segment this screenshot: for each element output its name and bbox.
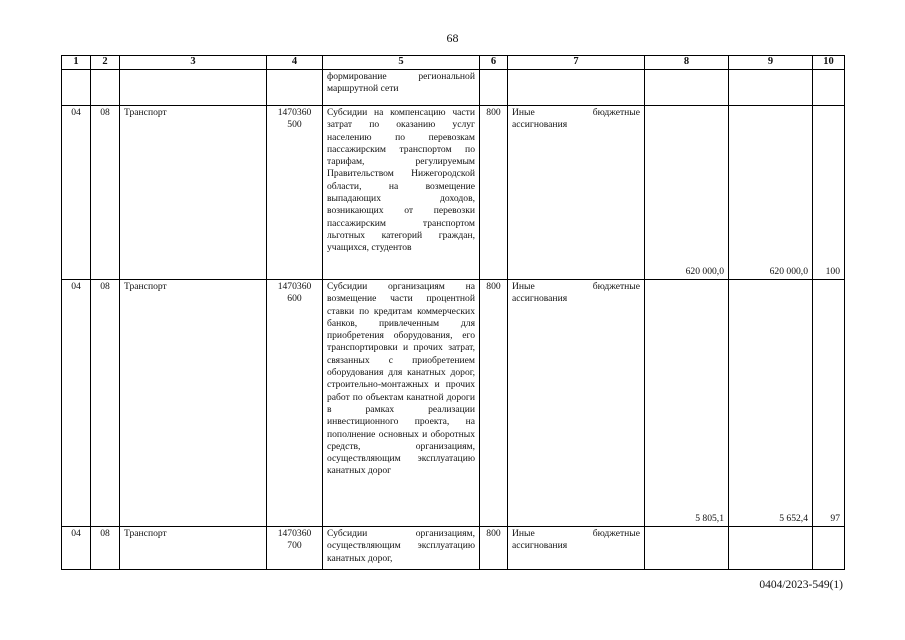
target-article-cell: 1470360 500 — [267, 106, 323, 280]
document-code: 0404/2023-549(1) — [759, 579, 843, 591]
header-cell: 10 — [813, 56, 845, 70]
description-cell: Субсидии организациям на возмещение части процентной ставки по кредитам коммерческих банков, привлеченным для приобретения оборудования, его транспортировки и прочих затрат, связанных с приобретением оборудования для канатных дорог, строительно-монтажных и прочих работ по объектам канатной дороги в рамках реализации инвестиционного проекта, на пополнение основных и оборотных средств, организациям, осуществляющим эксплуатацию канатных дорог — [323, 280, 480, 527]
section-name-cell: Транспорт — [120, 106, 267, 280]
header-cell: 4 — [267, 56, 323, 70]
expense-type-code-cell: 800 — [480, 106, 508, 280]
header-row — [62, 56, 845, 70]
section-name-cell: Транспорт — [120, 280, 267, 527]
table-row — [62, 106, 845, 280]
actual-amount-cell — [729, 527, 813, 570]
percent-cell: 100 — [813, 106, 845, 280]
description-cell: Субсидии организациям, осуществляющим эксплуатацию канатных дорог, — [323, 527, 480, 570]
planned-amount-cell: 5 805,1 — [645, 280, 729, 527]
table-row — [62, 527, 845, 570]
header-cell: 2 — [91, 56, 120, 70]
expense-type-name-cell: Иные бюджетные ассигнования — [508, 527, 645, 570]
actual-amount-cell: 620 000,0 — [729, 106, 813, 280]
planned-amount-cell: 620 000,0 — [645, 106, 729, 280]
header-cell: 9 — [729, 56, 813, 70]
description-cell: Субсидии на компенсацию части затрат по оказанию услуг населению по перевозкам пассажирским транспортом по тарифам, регулируемым Правительством Нижегородской области, на возмещение выпадающих доходов, возникающих от перевозки пассажирским транспортом льготных категорий граждан, учащихся, студентов — [323, 106, 480, 280]
header-cell: 7 — [508, 56, 645, 70]
header-cell: 6 — [480, 56, 508, 70]
table-row — [62, 280, 845, 527]
header-cell: 1 — [62, 56, 91, 70]
expense-type-code-cell: 800 — [480, 527, 508, 570]
page-number: 68 — [446, 31, 459, 45]
header-cell: 5 — [323, 56, 480, 70]
section-code-cell: 04 — [62, 106, 91, 280]
expense-type-name-cell: Иные бюджетные ассигнования — [508, 106, 645, 280]
expense-type-name-cell: Иные бюджетные ассигнования — [508, 280, 645, 527]
section-code-cell: 04 — [62, 280, 91, 527]
header-cell: 8 — [645, 56, 729, 70]
target-article-cell: 1470360 600 — [267, 280, 323, 527]
budget-table — [61, 55, 845, 570]
subsection-code-cell: 08 — [91, 280, 120, 527]
expense-type-code-cell: 800 — [480, 280, 508, 527]
percent-cell: 97 — [813, 280, 845, 527]
section-code-cell: 04 — [62, 527, 91, 570]
planned-amount-cell — [645, 527, 729, 570]
subsection-code-cell: 08 — [91, 527, 120, 570]
header-cell: 3 — [120, 56, 267, 70]
table-row — [62, 70, 845, 106]
target-article-cell: 1470360 700 — [267, 527, 323, 570]
section-name-cell: Транспорт — [120, 527, 267, 570]
subsection-code-cell: 08 — [91, 106, 120, 280]
description-cell: формирование региональной маршрутной сети — [323, 70, 480, 106]
actual-amount-cell: 5 652,4 — [729, 280, 813, 527]
percent-cell — [813, 527, 845, 570]
